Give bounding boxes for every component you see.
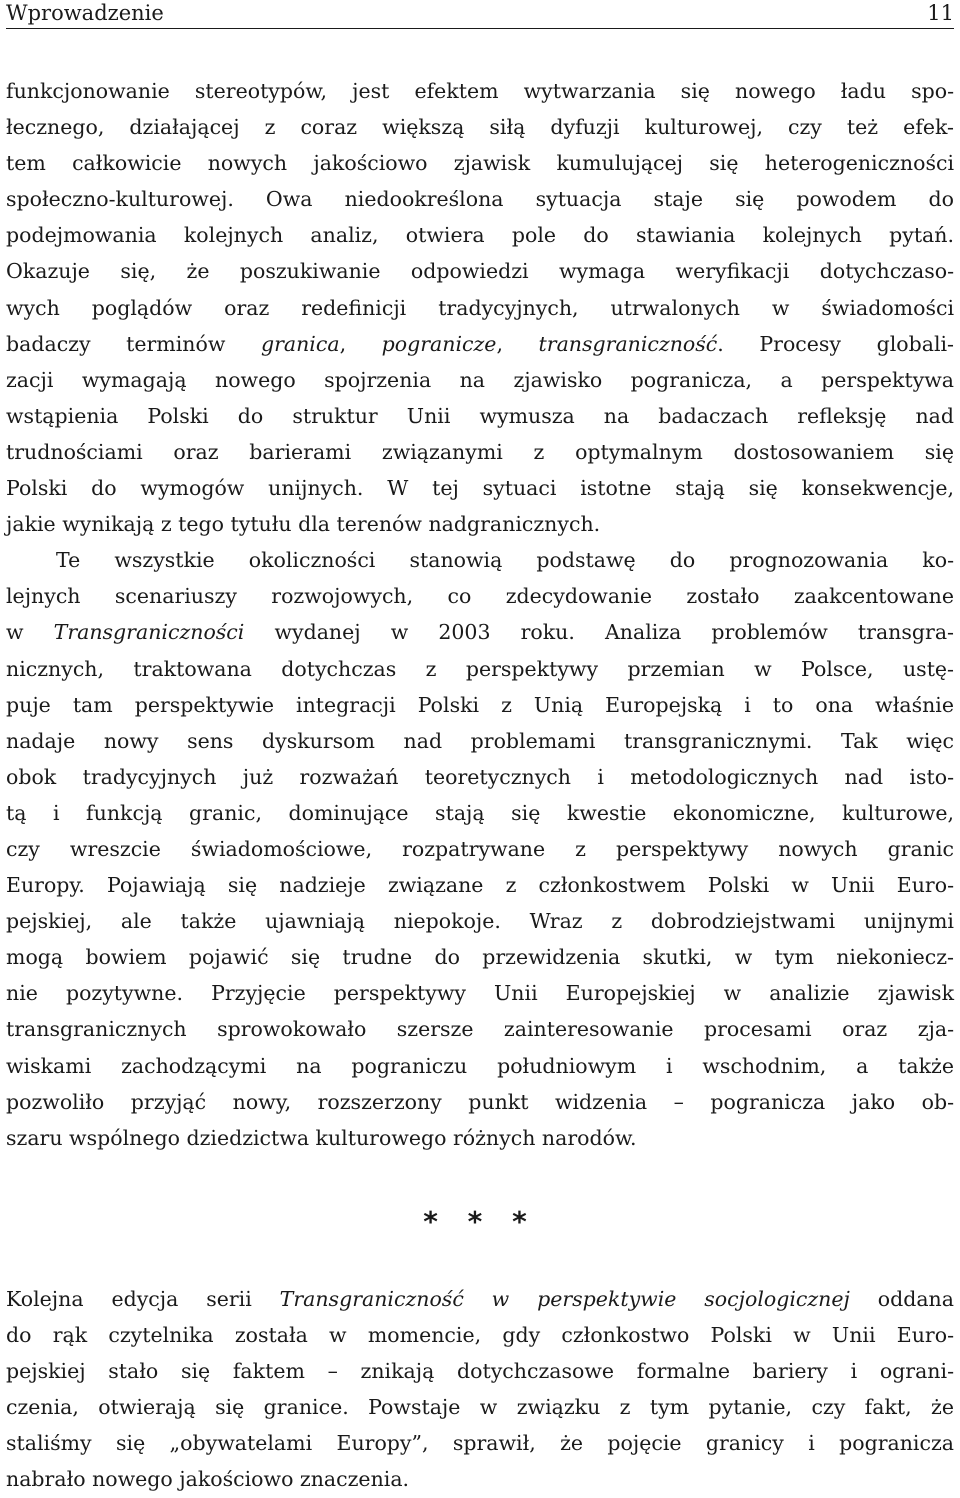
- main-text-block: [6, 73, 954, 1156]
- text-run: Okazuje się, że poszukiwanie odpowiedzi wymaga weryfikacji dotychczaso-: [6, 259, 954, 284]
- text-line: [6, 1281, 954, 1317]
- text-run: staliśmy się „obywatelami Europy”, sprawił, że pojęcie granicy i pogranicza: [6, 1431, 954, 1456]
- text-line: [6, 975, 954, 1011]
- paragraph-1: [6, 73, 954, 542]
- text-run: pejskiej stało się faktem – znikają dotychczasowe formalne bariery i ograni-: [6, 1359, 954, 1384]
- text-run: pozwoliło przyjąć nowy, rozszerzony punkt widzenia – pogranicza jako ob-: [6, 1089, 954, 1114]
- text-line: [6, 470, 954, 506]
- text-line: [6, 398, 954, 434]
- text-run: ,: [339, 331, 382, 356]
- text-line: [6, 506, 954, 542]
- second-text-block: [6, 1281, 954, 1498]
- text-run: nie pozytywne. Przyjęcie perspektywy Unii Europejskiej w analizie zjawisk: [6, 981, 954, 1006]
- italic-term: Transgraniczności: [53, 620, 245, 645]
- text-run: łecznego, działającej z coraz większą siłą dyfuzji kulturowej, czy też efek-: [6, 115, 954, 140]
- text-line: [6, 795, 954, 831]
- text-line: [6, 145, 954, 181]
- text-run: ,: [496, 331, 539, 356]
- text-line: [6, 1389, 954, 1425]
- text-run: . Procesy globali-: [717, 331, 954, 356]
- text-run: czy wreszcie świadomościowe, rozpatrywane z perspektywy nowych granic: [6, 836, 954, 861]
- text-run: tem całkowicie nowych jakościowo zjawisk kumulującej się heterogeniczności: [6, 151, 954, 176]
- italic-term: Transgraniczność w perspektywie socjologicznej: [279, 1287, 850, 1311]
- paragraph-2: [6, 542, 954, 1156]
- text-line: [6, 723, 954, 759]
- text-line: [6, 867, 954, 903]
- text-line: [6, 1120, 954, 1156]
- text-run: pejskiej, ale także ujawniają niepokoje. Wraz z dobrodziejstwami unijnymi: [6, 909, 954, 934]
- text-run: wstąpienia Polski do struktur Unii wymusza na badaczach refleksję nad: [6, 403, 954, 428]
- page-number: 11: [927, 1, 954, 25]
- text-run: Kolejna edycja serii: [6, 1287, 280, 1311]
- text-run: jakie wynikają z tego tytułu dla terenów nadgranicznych.: [6, 512, 601, 537]
- text-line: [6, 759, 954, 795]
- text-line: [6, 1084, 954, 1120]
- text-run: oddana: [849, 1287, 954, 1311]
- text-run: czenia, otwierają się granice. Powstaje w związku z tym pytanie, czy fakt, że: [6, 1395, 954, 1420]
- text-run: nicznych, traktowana dotychczas z perspektywy przemian w Polsce, ustę-: [6, 656, 954, 681]
- text-line: [6, 542, 954, 578]
- text-run: badaczy terminów: [6, 331, 261, 356]
- text-run: obok tradycyjnych już rozważań teoretycznych i metodologicznych nad isto-: [6, 764, 954, 789]
- text-line: [6, 831, 954, 867]
- text-line: [6, 290, 954, 326]
- section-title: Wprowadzenie: [6, 1, 164, 25]
- text-run: do rąk czytelnika została w momencie, gdy członkostwo Polski w Unii Euro-: [6, 1323, 954, 1348]
- text-run: tą i funkcją granic, dominujące stają się kwestie ekonomiczne, kulturowe,: [6, 800, 954, 825]
- text-run: szaru wspólnego dziedzictwa kulturowego różnych narodów.: [6, 1125, 637, 1150]
- text-line: [6, 939, 954, 975]
- text-run: w: [6, 620, 54, 645]
- section-separator: * * *: [423, 1205, 537, 1238]
- italic-term: pogranicze: [381, 331, 497, 356]
- text-line: [6, 614, 954, 650]
- text-run: wych poglądów oraz redefinicji tradycyjnych, utrwalonych w świadomości: [6, 295, 954, 320]
- text-line: [6, 253, 954, 289]
- text-line: [6, 326, 954, 362]
- text-run: nadaje nowy sens dyskursom nad problemami transgranicznymi. Tak więc: [6, 728, 954, 753]
- text-line: [6, 109, 954, 145]
- text-run: nabrało nowego jakościowo znaczenia.: [6, 1467, 410, 1492]
- text-line: [6, 217, 954, 253]
- text-run: wydanej w 2003 roku. Analiza problemów transgra-: [244, 620, 954, 645]
- text-line: [6, 1425, 954, 1461]
- paragraph-3: [6, 1281, 954, 1498]
- text-line: [6, 181, 954, 217]
- italic-term: transgraniczność: [538, 331, 718, 356]
- text-line: [6, 903, 954, 939]
- text-line: [6, 1353, 954, 1389]
- text-run: puje tam perspektywie integracji Polski z Unią Europejską i to ona właśnie: [6, 692, 954, 717]
- text-line: [6, 1011, 954, 1047]
- text-run: transgranicznych sprowokowało szersze zainteresowanie procesami oraz zja-: [6, 1017, 954, 1042]
- text-run: zacji wymagają nowego spojrzenia na zjawisko pogranicza, a perspektywa: [6, 367, 954, 392]
- text-run: funkcjonowanie stereotypów, jest efektem wytwarzania się nowego ładu spo-: [6, 79, 954, 103]
- text-run: wiskami zachodzącymi na pograniczu południowym i wschodnim, a także: [6, 1053, 954, 1078]
- text-run: podejmowania kolejnych analiz, otwiera pole do stawiania kolejnych pytań.: [6, 223, 954, 248]
- text-run: społeczno-kulturowej. Owa niedookreślona sytuacja staje się powodem do: [6, 187, 954, 212]
- text-run: Te wszystkie okoliczności stanowią podstawę do prognozowania ko-: [56, 548, 954, 573]
- text-line: [6, 578, 954, 614]
- text-line: [6, 73, 954, 109]
- text-line: [6, 1317, 954, 1353]
- text-line: [6, 362, 954, 398]
- text-line: [6, 651, 954, 687]
- text-run: Polski do wymogów unijnych. W tej sytuaci istotne stają się konsekwencje,: [6, 476, 954, 501]
- text-line: [6, 434, 954, 470]
- text-line: [6, 1461, 954, 1497]
- italic-term: granica: [260, 331, 340, 356]
- running-head: [6, 0, 954, 29]
- text-line: [6, 687, 954, 723]
- text-run: lejnych scenariuszy rozwojowych, co zdecydowanie zostało zaakcentowane: [6, 584, 954, 609]
- text-run: trudnościami oraz barierami związanymi z optymalnym dostosowaniem się: [6, 439, 954, 464]
- text-run: Europy. Pojawiają się nadzieje związane z członkostwem Polski w Unii Euro-: [6, 873, 954, 898]
- text-line: [6, 1048, 954, 1084]
- text-run: mogą bowiem pojawić się trudne do przewidzenia skutki, w tym niekoniecz-: [6, 945, 954, 970]
